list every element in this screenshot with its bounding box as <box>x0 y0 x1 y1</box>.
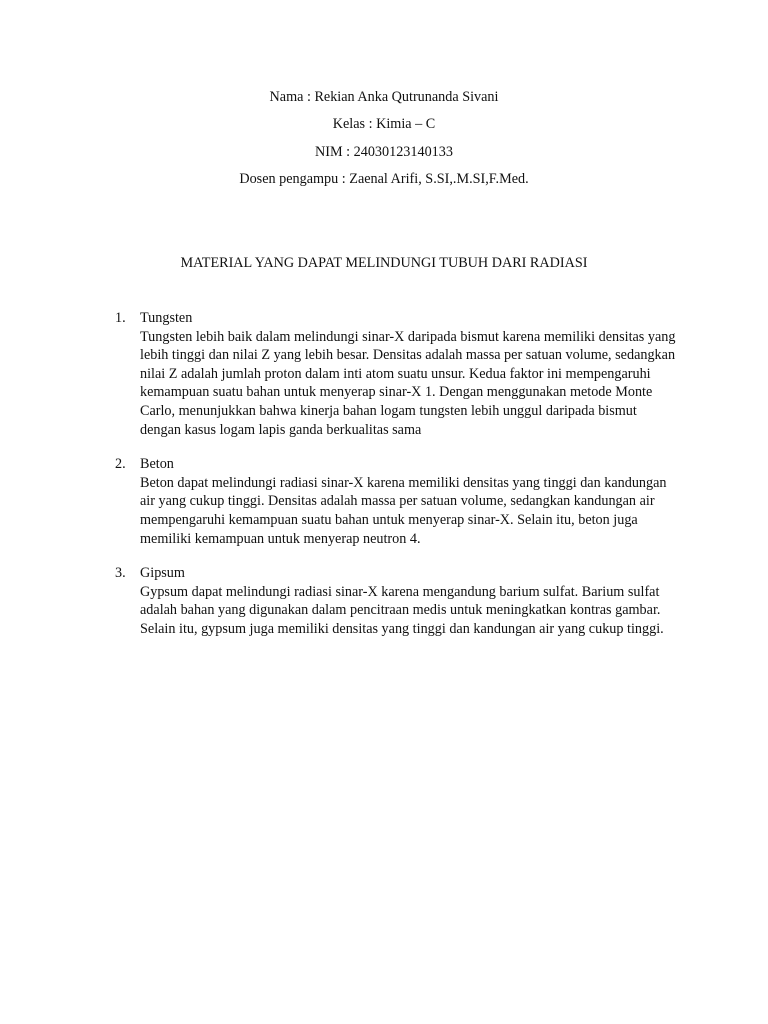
item-body: Beton dapat melindungi radiasi sinar-X karena memiliki densitas yang tinggi dan kandungan air yang cukup tinggi. Densitas adalah massa per satuan volume, sedangkan kandungan air mempengaruhi kemampuan suatu bahan untuk menyerap sinar-X. Selain itu, beton juga memiliki kemampuan untuk menyerap neutron 4. <box>140 474 667 547</box>
material-list <box>0 309 768 655</box>
list-item-tungsten <box>0 309 768 439</box>
item-body: Tungsten lebih baik dalam melindungi sinar-X daripada bismut karena memiliki densitas yang lebih tinggi dan nilai Z yang lebih besar. Densitas adalah massa per satuan volume, sedangkan nilai Z adalah jumlah proton dalam inti atom suatu unsur. Kedua faktor ini mempengaruhi kemampuan suatu bahan untuk menyerap sinar-X 1. Dengan menggunakan metode Monte Carlo, menunjukkan bahwa kinerja bahan logam tungsten lebih unggul daripada bismut dengan kasus logam lapis ganda berkualitas sama <box>140 328 676 438</box>
item-number: 1. <box>115 310 126 326</box>
list-item-beton <box>0 455 768 548</box>
item-title: Gipsum <box>140 565 185 582</box>
item-number: 3. <box>115 565 126 582</box>
document-title: MATERIAL YANG DAPAT MELINDUNGI TUBUH DARI RADIASI <box>180 255 588 271</box>
student-nim: NIM : 24030123140133 <box>315 143 453 160</box>
item-number: 2. <box>115 456 126 473</box>
student-class: Kelas : Kimia – C <box>332 116 436 133</box>
list-item-gipsum <box>0 564 768 638</box>
student-info-header <box>0 87 768 196</box>
item-title: Beton <box>140 456 174 473</box>
item-title: Tungsten <box>140 310 193 326</box>
lecturer-name: Dosen pengampu : Zaenal Arifi, S.SI,.M.SI,F.Med. <box>239 170 529 187</box>
item-body: Gypsum dapat melindungi radiasi sinar-X karena mengandung barium sulfat. Barium sulfat adalah bahan yang digunakan dalam pencitraan medis untuk meningkatkan kontras gambar. Selain itu, gypsum juga memiliki densitas yang tinggi dan kandungan air yang cukup tinggi. <box>140 583 664 637</box>
student-name: Nama : Rekian Anka Qutrunanda Sivani <box>269 89 499 105</box>
